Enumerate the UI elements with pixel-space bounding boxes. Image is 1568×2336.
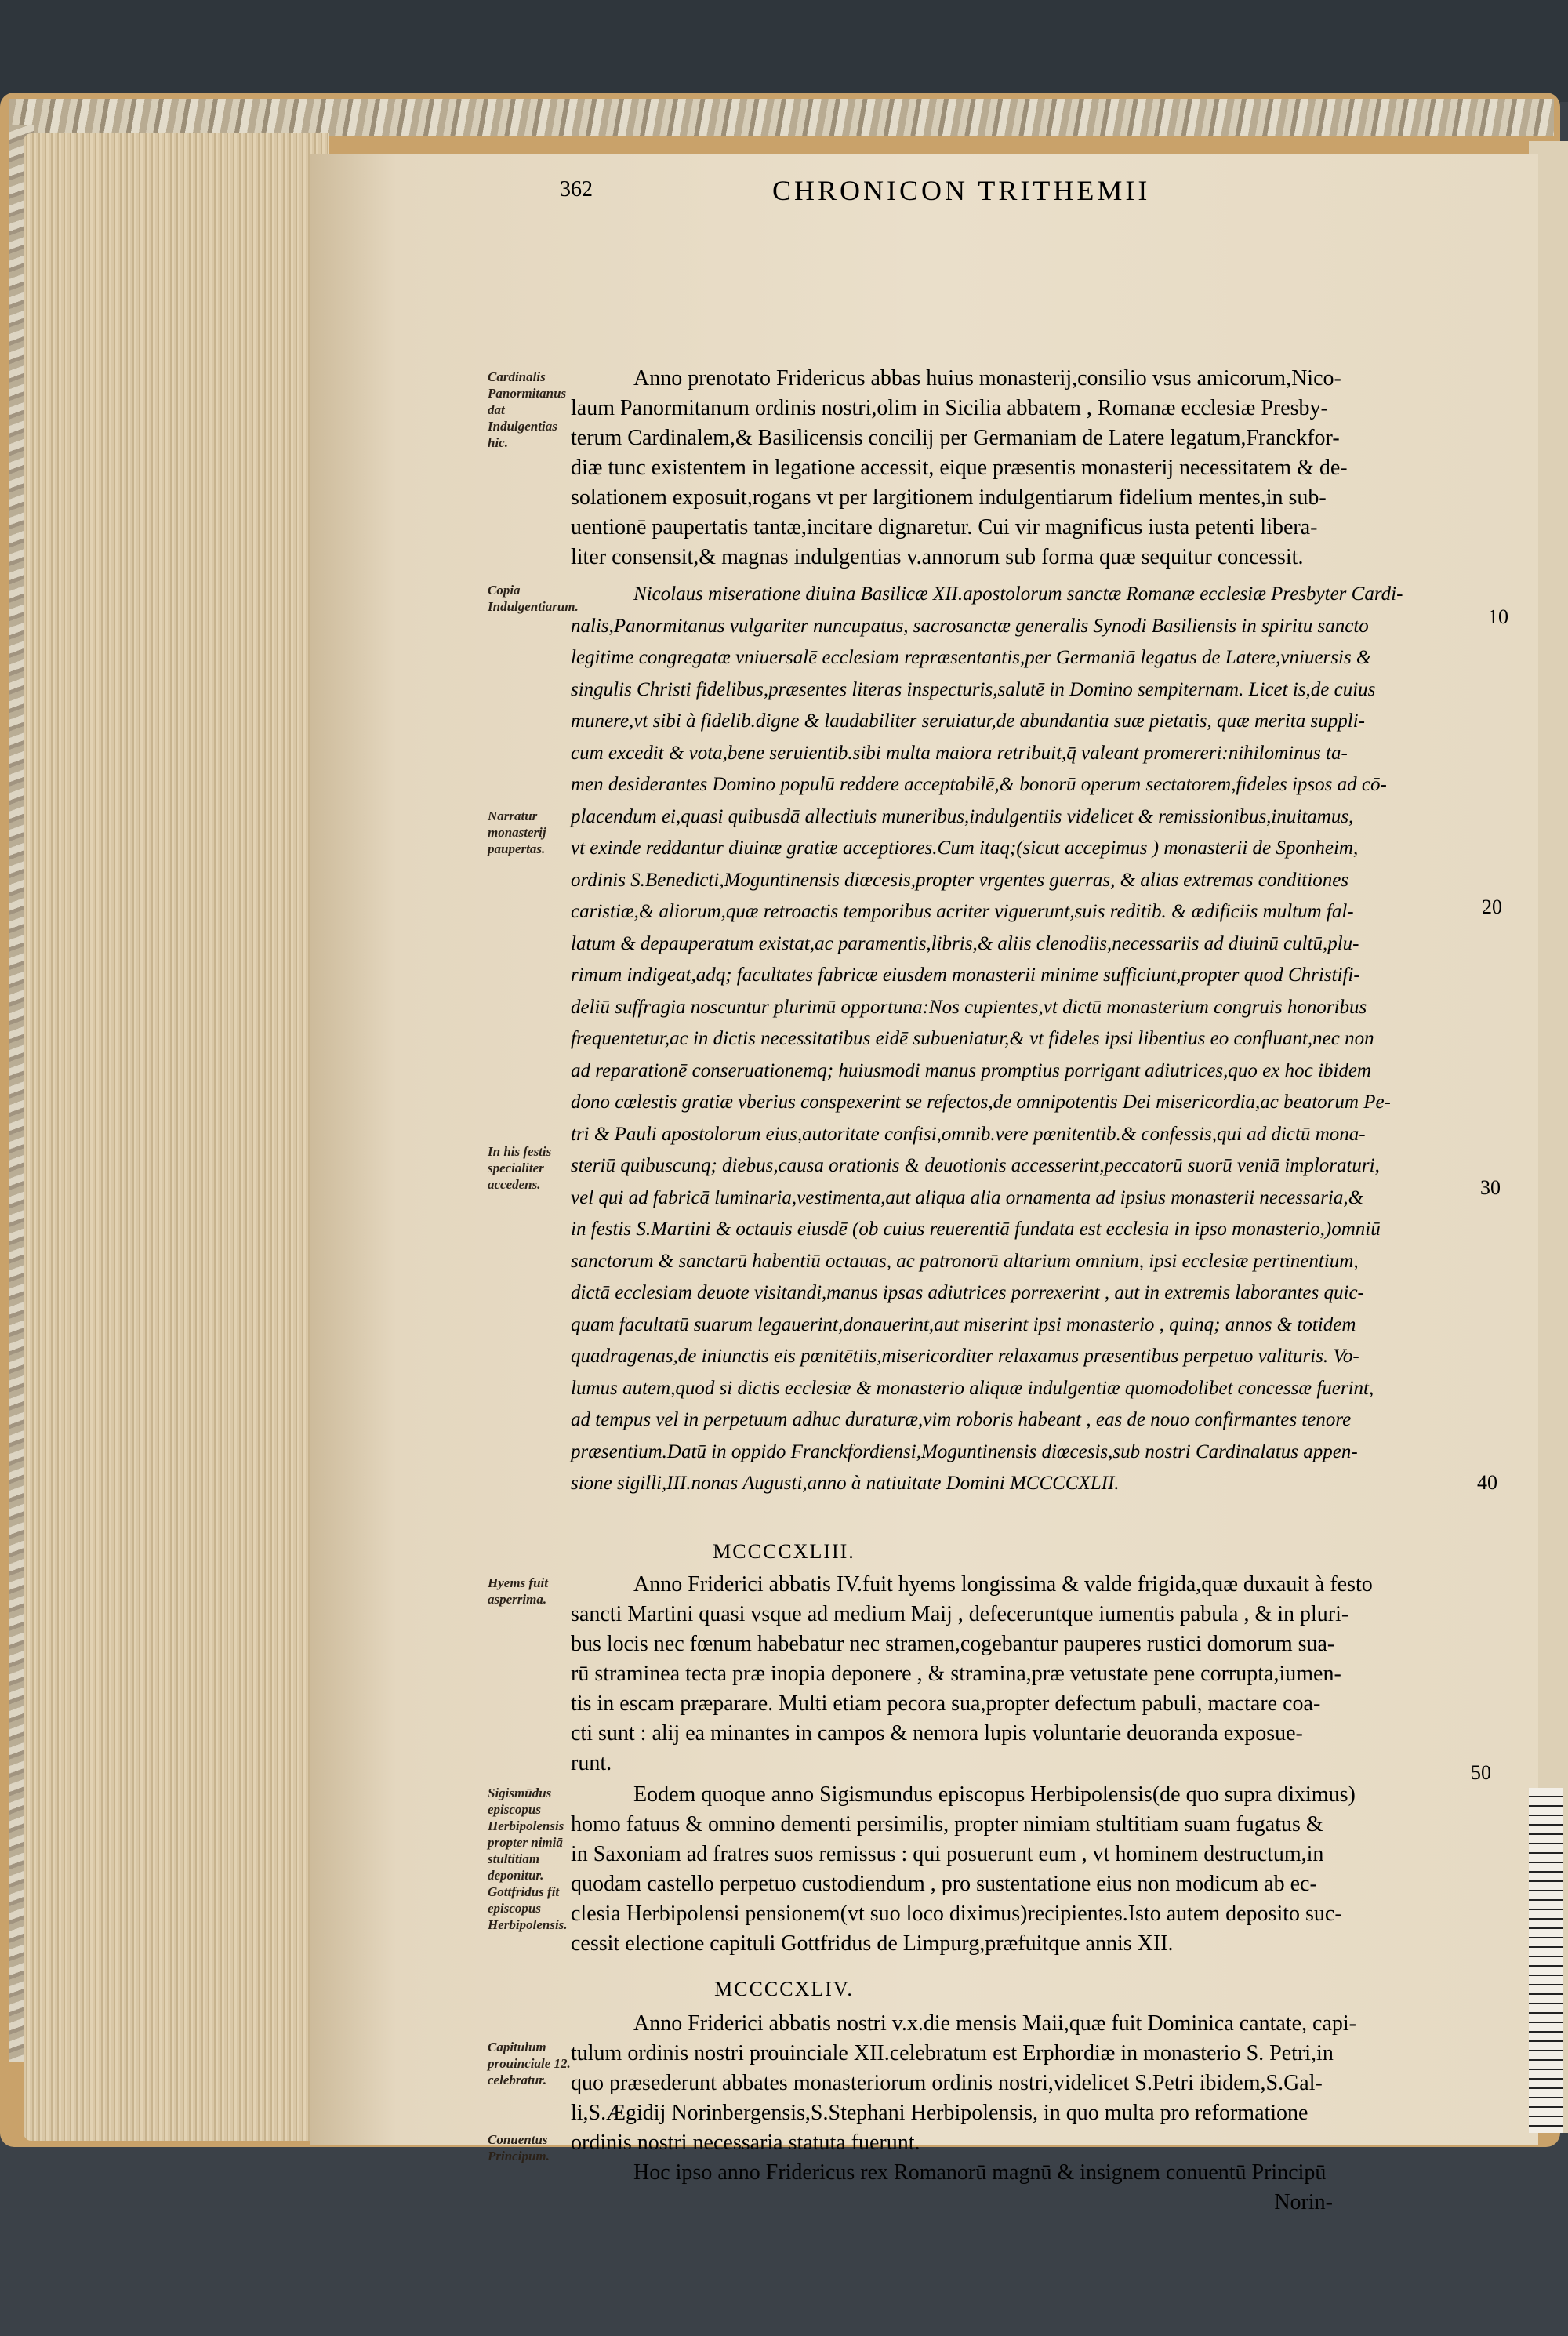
text-line: Hoc ipso anno Fridericus rex Romanorū magnū & insignem conuentū Principū <box>633 2160 1327 2185</box>
text-line: laum Panormitanum ordinis nostri,olim in Sicilia abbatem , Romanæ ecclesiæ Presby- <box>571 396 1328 420</box>
line-number: 20 <box>1482 896 1502 918</box>
charter-line: Nicolaus miseratione diuina Basilicæ XII.apostolorum sanctæ Romanæ ecclesiæ Presbyter Cardi- <box>633 583 1403 605</box>
charter-line: rimum indigeat,adq; facultates fabricæ eiusdem monasterii minime sufficiunt,propter quod Christifi- <box>571 965 1360 986</box>
charter-line: ad tempus vel in perpetuum adhuc duraturæ,vim roboris habeant , eas de nouo confirmantes tenore <box>571 1409 1352 1430</box>
charter-line: vt exinde reddantur diuinæ gratiæ acceptiores.Cum itaq;(sicut accepimus ) monasterii de Sponheim, <box>571 837 1359 859</box>
charter-line: frequentetur,ac in dictis necessitatibus eidē subueniatur,& vt fideles ipsi libentius eo confluant,nec non <box>571 1028 1374 1049</box>
page-number: 362 <box>560 177 593 202</box>
text-line: li,S.Ægidij Norinbergensis,S.Stephani Herbipolensis, in quo multa pro reformatione <box>571 2101 1308 2125</box>
year-heading-1443: MCCCCXLIII. <box>713 1540 855 1563</box>
text-line: rū straminea tecta præ inopia deponere , & stramina,præ vetustate pene corrupta,iumen- <box>571 1662 1341 1686</box>
charter-line: singulis Christi fidelibus,præsentes literas inspecturis,salutē in Domino sempiternam. Licet is,de cuius <box>571 678 1376 700</box>
charter-line: munere,vt sibi à fidelib.digne & laudabiliter seruiatur,de abundantia suæ pietatis, quæ merita suppli- <box>571 710 1365 732</box>
margin-note-capitulum: Capitulum prouinciale 12. celebratur. <box>488 2040 571 2087</box>
charter-line: men desiderantes Domino populū reddere acceptabilē,& bonorū operum sectatorem,fideles ipsos ad cō- <box>571 774 1387 795</box>
text-line: homo fatuus & omnino dementi persimilis, propter nimiam stultitiam suam fugatus & <box>571 1812 1323 1836</box>
charter-line: deliū suffragia noscuntur plurimū opportuna:Nos cupientes,vt dictū monasterium congruis honoribus <box>571 996 1367 1018</box>
page-block-edge <box>24 133 329 2141</box>
charter-line: tri & Pauli apostolorum eius,autoritate confisi,omnib.vere pœnitentib.& confessis,qui ad dictū mona- <box>571 1123 1366 1145</box>
running-title: CHRONICON TRITHEMII <box>772 175 1151 206</box>
line-number: 10 <box>1488 605 1508 628</box>
text-line: in Saxoniam ad fratres suos remissus : qui posuerunt eum , vt hominem destructum,in <box>571 1842 1324 1866</box>
text-line: Anno Friderici abbatis nostri v.x.die mensis Maii,quæ fuit Dominica cantate, capi- <box>633 2011 1356 2036</box>
charter-indulgence <box>571 579 1403 1500</box>
charter-line: præsentium.Datū in oppido Franckfordiensi,Moguntinensis diœcesis,sub nostri Cardinalatus appen- <box>571 1440 1358 1462</box>
margin-note-copia: Copia Indulgentiarum. <box>488 583 579 614</box>
paragraph-bishop-deposed <box>571 1780 1356 1959</box>
charter-line: ad reparationē conseruationemq; huiusmodi manus promptius porrigant adiutrices,quo ex hoc ibidem <box>571 1059 1371 1081</box>
scale-ruler <box>1529 1788 1563 2133</box>
charter-line: nalis,Panormitanus vulgariter nuncupatus, sacrosanctæ generalis Synodi Basiliensis in spiritu sancto <box>571 615 1369 637</box>
charter-line: quadragenas,de iniunctis eis pœnitētiis,misericorditer relaxamus præsentibus perpetuo valituris. Vo- <box>571 1346 1359 1367</box>
text-line: Anno prenotato Fridericus abbas huius monasterij,consilio vsus amicorum,Nico- <box>633 366 1341 391</box>
paragraph-provincial-chapter <box>571 2009 1356 2218</box>
charter-line: latum & depauperatum existat,ac paramentis,libris,& aliis clenodiis,necessariis ad diuinū cultū,plu- <box>571 932 1359 954</box>
text-line: sancti Martini quasi vsque ad medium Maij , defeceruntque iumentis pabula , & in pluri- <box>571 1602 1349 1626</box>
text-line: clesia Herbipolensi pensionem(vt suo loco diximus)recipientes.Isto autem deposito suc- <box>571 1902 1342 1926</box>
charter-line: cum excedit & vota,bene seruientib.sibi multa maiora retribuit,q̄ valeant promereri:nihilominus ta- <box>571 742 1348 764</box>
text-line: Eodem quoque anno Sigismundus episcopus Herbipolensis(de quo supra diximus) <box>633 1782 1356 1807</box>
text-line: quodam castello perpetuo custodiendum , pro sustentatione eius non modicum ab ec- <box>571 1872 1317 1896</box>
marbled-endpaper <box>9 99 1554 136</box>
text-line: cessit electione capituli Gottfridus de Limpurg,præfuitque annis XII. <box>571 1931 1174 1956</box>
margin-note-sigismundus: Sigismūdus episcopus Herbipolensis propter nimiā stultitiam deponitur. Gottfridus fit episcopus Herbipolensis. <box>488 1786 568 1932</box>
line-number: 40 <box>1477 1471 1497 1494</box>
text-line: bus locis nec fœnum habebatur nec stramen,cogebantur pauperes rustici domorum sua- <box>571 1632 1335 1656</box>
text-line: ordinis nostri necessaria statuta fuerunt. <box>571 2131 920 2155</box>
charter-line: ordinis S.Benedicti,Moguntinensis diœcesis,propter vrgentes guerras, & alias extremas conditiones <box>571 869 1349 891</box>
running-head <box>0 177 1568 209</box>
charter-line: caristiæ,& aliorum,quæ retroactis temporibus acriter viguerunt,suis reditib. & ædificiis multum fal- <box>571 901 1354 922</box>
charter-line: lumus autem,quod si dictis ecclesiæ & monasterio aliquæ indulgentiæ quomodolibet concessæ fuerint, <box>571 1377 1374 1399</box>
margin-note-cardinal: Cardinalis Panormitanus dat Indulgentias hic. <box>488 369 567 450</box>
backdrop-top <box>0 0 1568 102</box>
text-line: quo præsederunt abbates monasteriorum ordinis nostri,videlicet S.Petri ibidem,S.Gal- <box>571 2071 1323 2095</box>
year-heading-1444: MCCCCXLIV. <box>714 1978 854 2000</box>
line-number: 30 <box>1480 1176 1501 1199</box>
margin-note-paupertas: Narratur monasterij paupertas. <box>488 808 546 856</box>
margin-note-conuentus: Conuentus Principum. <box>488 2132 550 2163</box>
text-line: Anno Friderici abbatis IV.fuit hyems longissima & valde frigida,quæ duxauit à festo <box>633 1572 1373 1597</box>
margin-note-hyems: Hyems fuit asperrima. <box>488 1575 548 1607</box>
text-line: solationem exposuit,rogans vt per largitionem indulgentiarum fidelium mentes,in sub- <box>571 485 1327 510</box>
charter-line: vel qui ad fabricā luminaria,vestimenta,aut aliqua alia ornamenta ad ipsius monasterii necessaria,& <box>571 1186 1364 1208</box>
paragraph-abbot-visit-text <box>571 364 1348 572</box>
line-number: 50 <box>1471 1761 1491 1784</box>
charter-line: legitime congregatæ vniuersalē ecclesiam repræsentantis,per Germaniā legatus de Latere,vniuersis & <box>571 647 1372 668</box>
text-line: tulum ordinis nostri prouinciale XII.celebratum est Erphordiæ in monasterio S. Petri,in <box>571 2041 1334 2065</box>
charter-line: in festis S.Martini & octauis eiusdē (ob cuius reuerentiā fundata est ecclesia in ipso monasterio,)omniū <box>571 1219 1381 1240</box>
paragraph-harsh-winter <box>571 1570 1373 1778</box>
text-line: liter consensit,& magnas indulgentias v.annorum sub forma quæ sequitur concessit. <box>571 545 1304 569</box>
charter-line: quam facultatū suarum legauerint,donauerint,aut miserint ipsi monasterio , quinq; annos & totidem <box>571 1313 1356 1335</box>
charter-line: sanctorum & sanctarū habentiū octauas, ac patronorū altarium omnium, ipsi ecclesiæ pertinentium, <box>571 1250 1359 1272</box>
text-line: diæ tunc existentem in legatione accessit, eique præsentis monasterij necessitatem & de- <box>571 456 1348 480</box>
charter-line: sione sigilli,III.nonas Augusti,anno à natiuitate Domini MCCCCXLII. <box>571 1473 1120 1494</box>
text-line: cti sunt : alij ea minantes in campos & nemora lupis voluntarie deuoranda exposue- <box>571 1721 1303 1746</box>
text-line: terum Cardinalem,& Basilicensis concilij per Germaniam de Latere legatum,Franckfor- <box>571 426 1340 450</box>
text-line: tis in escam præparare. Multi etiam pecora sua,propter defectum pabuli, mactare coa- <box>571 1691 1321 1716</box>
charter-line: placendum ei,quasi quibusdā allectiuis muneribus,indulgentiis videlicet & remissionibus,inuitamus, <box>571 805 1354 827</box>
catchword: Norin- <box>1274 2190 1333 2214</box>
text-line: uentionē paupertatis tantæ,incitare dignaretur. Cui vir magnificus iusta petenti libera- <box>571 515 1318 539</box>
charter-line: dictā ecclesiam deuote visitandi,manus ipsas adiutrices porrexerint , aut in extremis laborantes quic- <box>571 1282 1364 1303</box>
charter-line: steriū quibuscunq; diebus,causa orationis & deuotionis accesserint,peccatorū suorū veniā imploraturi, <box>571 1155 1380 1176</box>
margin-note-festis: In his festis specialiter accedens. <box>488 1144 552 1192</box>
charter-line: dono cœlestis gratiæ vberius conspexerint se refectos,de omnipotentis Dei misericordia,ac beatorum Pe- <box>571 1092 1391 1113</box>
text-line: runt. <box>571 1751 612 1775</box>
